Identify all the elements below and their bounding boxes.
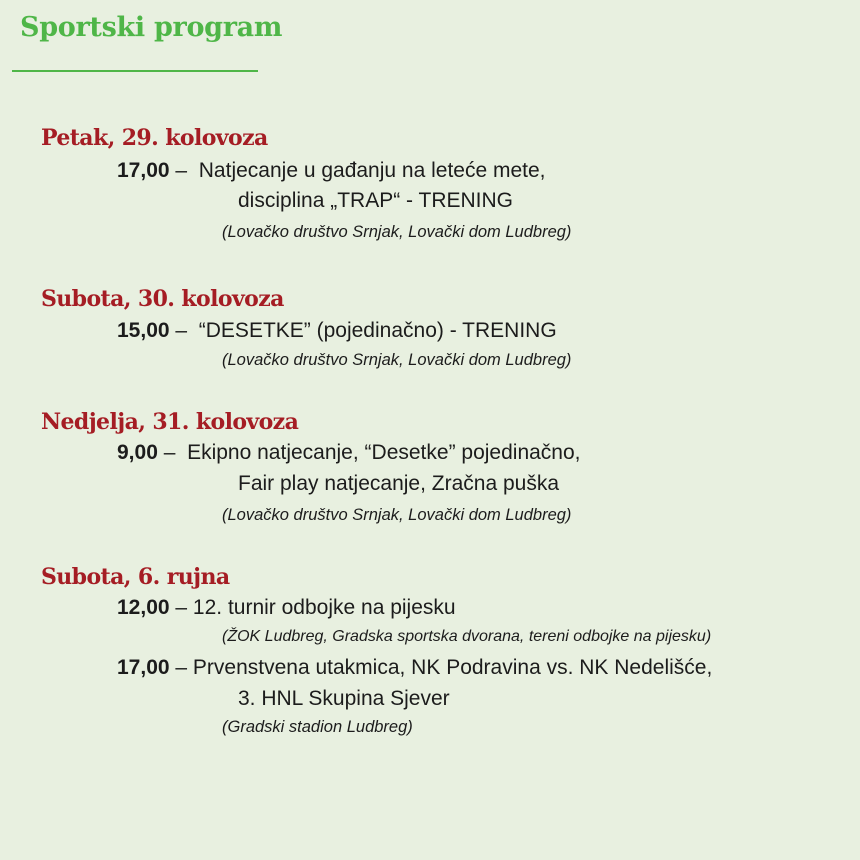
event-time: 17,00 [117, 159, 170, 182]
event-line [117, 442, 581, 463]
day-heading: Subota, 6. rujna [41, 564, 230, 590]
event-dash: – [169, 159, 193, 182]
event-title: Natjecanje u gađanju na leteće mete, [198, 159, 546, 182]
event-title-continuation: Fair play natjecanje, Zračna puška [238, 472, 559, 495]
title-underline [12, 70, 258, 72]
event-venue: (Lovačko društvo Srnjak, Lovački dom Ludbreg) [222, 223, 572, 241]
event-time: 15,00 [117, 319, 170, 342]
event-venue: (Lovačko društvo Srnjak, Lovački dom Ludbreg) [222, 351, 572, 369]
event-line [117, 657, 712, 678]
event-dash: – [169, 596, 193, 619]
event-time: 12,00 [117, 596, 170, 619]
event-line [117, 160, 546, 181]
day-heading: Nedjelja, 31. kolovoza [41, 409, 299, 435]
event-venue: (ŽOK Ludbreg, Gradska sportska dvorana, tereni odbojke na pijesku) [222, 628, 712, 645]
event-line [117, 320, 557, 341]
event-title: “DESETKE” (pojedinačno) - TRENING [198, 319, 557, 342]
event-line [117, 597, 456, 618]
page-title: Sportski program [20, 12, 283, 43]
event-time: 9,00 [117, 441, 158, 464]
event-venue: (Lovačko društvo Srnjak, Lovački dom Ludbreg) [222, 506, 572, 524]
event-title: 12. turnir odbojke na pijesku [192, 596, 456, 619]
event-title-continuation: disciplina „TRAP“ - TRENING [238, 189, 513, 212]
event-title-continuation: 3. HNL Skupina Sjever [238, 687, 450, 710]
day-heading: Subota, 30. kolovoza [41, 286, 284, 312]
event-dash: – [157, 441, 182, 464]
event-dash: – [169, 656, 193, 679]
event-title: Prvenstvena utakmica, NK Podravina vs. NK Nedelišće, [192, 656, 713, 679]
event-dash: – [169, 319, 193, 342]
event-time: 17,00 [117, 656, 170, 679]
event-title: Ekipno natjecanje, “Desetke” pojedinačno, [187, 441, 581, 464]
day-heading: Petak, 29. kolovoza [41, 125, 268, 151]
event-venue: (Gradski stadion Ludbreg) [222, 718, 413, 736]
